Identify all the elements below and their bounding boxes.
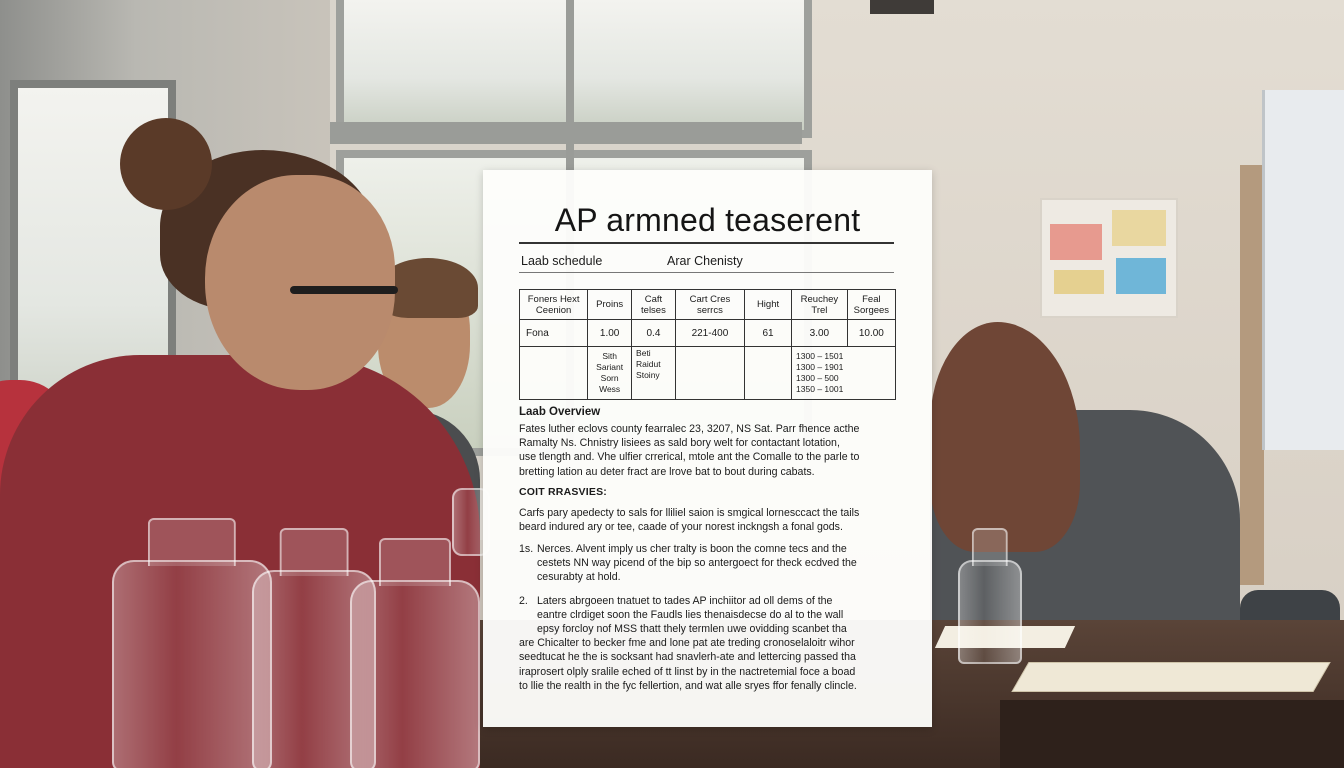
cell-line: Sorn xyxy=(600,373,619,383)
door-frame xyxy=(1240,165,1264,585)
upper-window xyxy=(336,0,812,138)
text-line: iraprosert olply sralile eched of tt linst by in the nactretemial foce a boad xyxy=(519,665,856,678)
text-line: cestets NN way picend of the bip so antergoect for theck ecdved the xyxy=(537,557,857,570)
table-header-cell: Caft telses xyxy=(632,290,676,320)
table-cell: 10.00 xyxy=(847,320,895,347)
list-item xyxy=(519,594,899,693)
table-cell: 1.00 xyxy=(588,320,632,347)
table-cell: 3.00 xyxy=(792,320,848,347)
list-number: 2. xyxy=(519,594,528,607)
table-cell xyxy=(588,347,632,400)
title-rule xyxy=(519,242,894,244)
contributions-heading: COIT RRASVIES: xyxy=(519,486,607,498)
text-line: seedtucat he the is socksant had snavlerh-ate and lettercing passed tha xyxy=(519,651,856,664)
cell-line: Sariant xyxy=(596,362,624,372)
numbered-list xyxy=(519,542,899,693)
table-header-cell: Reuchey Trel xyxy=(792,290,848,320)
glass-bottle-3 xyxy=(350,580,480,768)
text-line: to llie the realth in the fyc fellertion, and wat alle sryes ffor fenally clincle. xyxy=(519,679,857,692)
text-line: are Chicalter to becker fme and lone pat ate treding cronoselaloitr wihor xyxy=(519,637,855,650)
cell-line: Sith xyxy=(602,351,617,361)
text-line: cesurabty at hold. xyxy=(537,571,621,584)
table-cell: 61 xyxy=(745,320,792,347)
overview-paragraph xyxy=(519,422,899,479)
table-cell: Fona xyxy=(520,320,588,347)
text-line: Carfs pary apedecty to sals for lliliel saion is smgical lornesccact the tails xyxy=(519,507,860,519)
text-line: Fates luther eclovs county fearralec 23, 3207, NS Sat. Parr fhence acthe xyxy=(519,423,860,435)
schedule-table xyxy=(519,289,896,400)
lab-document xyxy=(483,170,932,727)
window-transom xyxy=(330,122,802,144)
table-row xyxy=(520,320,896,347)
table-cell xyxy=(675,347,744,400)
student-main-face xyxy=(205,175,395,390)
table-cell xyxy=(520,347,588,400)
wall-poster xyxy=(1040,198,1178,318)
cell-line: 1300 – 1501 xyxy=(796,351,844,361)
text-line: Nerces. Alvent imply us cher tralty is boon the comne tecs and the xyxy=(537,543,847,555)
table-cell xyxy=(745,347,792,400)
table-header-cell: Cart Cres serrcs xyxy=(675,290,744,320)
ceiling-fixture xyxy=(870,0,934,14)
cell-line: Raidut xyxy=(636,359,661,369)
text-line: Laters abrgoeen tnatuet to tades AP inchiitor ad oll dems of the xyxy=(537,594,833,607)
table-header-cell: Feal Sorgees xyxy=(847,290,895,320)
subtitle-right: Arar Chenisty xyxy=(667,254,743,268)
glass-bottle-right xyxy=(958,560,1022,664)
notebook xyxy=(1011,662,1330,692)
subtitle-left: Laab schedule xyxy=(521,254,603,268)
cell-line: Beti xyxy=(636,348,651,358)
cell-line: Wess xyxy=(599,384,621,394)
table-row xyxy=(520,347,896,400)
table-header-cell: Hight xyxy=(745,290,792,320)
text-line: eantre clrdiget soon the Faudls lies thenaisdecse do al to the wall xyxy=(537,608,844,621)
list-number: 1s. xyxy=(519,543,534,555)
cell-line: 1300 – 1901 xyxy=(796,362,844,372)
text-line: use tlength and. Vhe ulfier crrerical, mtole ant the Comalle to the parle to xyxy=(519,451,860,464)
desk-front xyxy=(1000,700,1344,768)
table-header-cell: Proins xyxy=(588,290,632,320)
document-subheader xyxy=(519,254,894,270)
cell-line: 1350 – 1001 xyxy=(796,384,844,394)
table-cell xyxy=(632,347,676,400)
glasses xyxy=(290,286,398,294)
table-header-row xyxy=(520,290,896,320)
student-main-bun xyxy=(120,118,212,210)
table-cell: 0.4 xyxy=(632,320,676,347)
contributions-paragraph xyxy=(519,506,899,534)
list-item xyxy=(519,542,899,585)
text-line: epsy forcloy nof MSS thatt thely termlen uwe ovidding scanbet tha xyxy=(537,623,847,636)
glass-bottle-1 xyxy=(112,560,272,768)
table-cell: 221-400 xyxy=(675,320,744,347)
subheader-rule xyxy=(519,272,894,273)
table-header-cell: Foners Hext Ceenion xyxy=(520,290,588,320)
overview-heading: Laab Overview xyxy=(519,406,601,418)
text-line: beard indured ary or tee, caade of your norest inckngsh a fonal gods. xyxy=(519,521,843,534)
cell-line: Stoiny xyxy=(636,370,660,380)
table-cell xyxy=(792,347,896,400)
cell-line: 1300 – 500 xyxy=(796,373,839,383)
text-line: Ramalty Ns. Chnistry lisiees as sald bory welt for contactant lotation, xyxy=(519,437,840,450)
text-line: bretting lation au deter fract are lrove bat to bout during cabats. xyxy=(519,465,815,478)
document-title: AP armned teaserent xyxy=(554,202,861,238)
whiteboard xyxy=(1262,90,1344,450)
